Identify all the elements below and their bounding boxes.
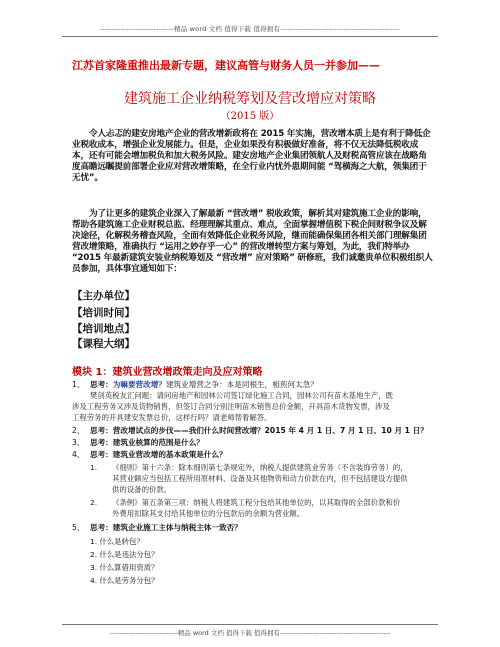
page-footer: -----------------------------精品 word 文档 值得下载 值得拥有----------------------------------------------- [109,629,391,637]
section-organizer: 【主办单位】 [72,290,135,302]
q4-item-number: 1. [90,463,98,472]
section-outline: 【课程大纲】 [72,338,135,350]
q4-item-line: 供的设备的价款。 [112,485,172,494]
intro-paragraph-2: 为了让更多的建筑企业深入了解最新 “营改增” 税收政策，解析其对建筑施工企业的影响，帮助各建筑施工企业财税总监、经理理解其重点、难点，全面掌握增值税下税企间财税争议及解决途径，化解税务稽查风险，全面有效降低企业税务风险，继而能确保集团各相关部门理解集团营改增策略，准确执行 “运用之妙存乎一心” 的营改增转型方案与筹划，为此，我们特举办 “2015 年最新建筑安装业纳税筹划及 “营改增” 应对策略” 研修班，我们诚邀贵单位积极组织人员参加，具体事宜通知如下： [72,209,433,274]
q5-list-item: 1. 什么是转包？ [90,537,144,546]
q5-list-item: 4. 什么是劳务分包？ [90,576,159,585]
q4-item-line: 《条例》第五条第三项：纳税人将建筑工程分包给其他单位的，以其取得的全部价款和价 [112,498,401,507]
question-text: 思考：营改增试点的步伐——我们什么时间营改增？2015 年 4 月 1 日、7 月 1 日、10 月 1 日？ [90,426,428,435]
question-number: 5、 [72,523,85,532]
page-header: -----------------------------精品 word 文档 值得下载 值得拥有----------------------------------------------- [100,25,400,33]
intro-paragraph-1: 令人忐忑的建安房地产企业的营改增新政将在 2015 年实施，营改增本质上是有利于降低企业税收成本，增强企业发展能力。但是，企业如果没有积极做好准备，将不仅无法降低税收成本，还有可能会增加税负和加大税务风险。建安房地产企业集团领航人及财税高管应该在战略角度高瞻远瞩提前部署企业应对营改增策略，在全行业内忧外患期间能 “驾横海之大航，领集团于无忧”。 [72,129,431,183]
section-location: 【培训地点】 [72,323,135,335]
module-title: 模块 1：建筑业营改增政策走向及应对策略 [72,367,263,378]
question-1 [72,380,442,390]
q4-item-line: 外费用扣除其支付给其他单位的分包款后的余额为营业额。 [112,509,305,518]
q1-note-line: 涉及工程劳务又涉及货物销售，但签订合同分别注明苗木销售总价金额，开具苗木货物发票，涉及 [72,402,390,411]
question-2 [72,426,442,436]
q4-item-line: 其营业额应当包括工程所用原材料、设备及其他物资和动力价款在内，但不包括建设方提供 [112,474,408,483]
question-number: 3、 [72,438,85,447]
section-time: 【培训时间】 [72,307,135,319]
question-text: 建筑业增营之争：本是同根生，相煎何太急？ [165,380,318,389]
q4-item-line: 《细则》第十六条：除本细则第七条规定外，纳税人提供建筑业劳务（不含装饰劳务）的， [112,463,408,472]
footer-rule [62,624,438,625]
question-label: 思考： [90,380,113,389]
question-highlight: 为嘛要营改增？ [112,380,166,389]
document-subtitle: （2015 版） [220,111,280,122]
question-text: 思考：建筑企业施工主体与纳税主体一致否？ [90,523,242,532]
question-number: 4、 [72,450,85,459]
question-3 [72,438,442,448]
red-heading: 江苏首家隆重推出最新专题，建议高管与财务人员一并参加—— [72,59,380,72]
question-text: 思考：建筑业核算的范围是什么？ [90,438,204,447]
q5-list-item: 3. 什么算借用资质？ [90,563,159,572]
question-5 [72,523,442,533]
document-title: 建筑施工企业纳税筹划及营改增应对策略 [124,91,376,107]
question-number: 1、 [72,380,85,389]
question-number: 2、 [72,426,85,435]
q1-note-line: 工程劳务的开具建安发票总价，这样行吗？请老师帮着解答。 [72,413,272,422]
question-text: 思考：建筑业营改增的基本政策是什么？ [90,450,227,459]
q4-item-number: 2. [90,498,98,507]
header-rule [62,36,438,37]
q5-list-item: 2. 什么是违法分包？ [90,550,159,559]
question-4 [72,450,442,460]
q1-note-line: 樊剑英税友汇问题：请问房地产和园林公司签订绿化施工合同，园林公司有苗木基地生产，既 [90,391,394,400]
